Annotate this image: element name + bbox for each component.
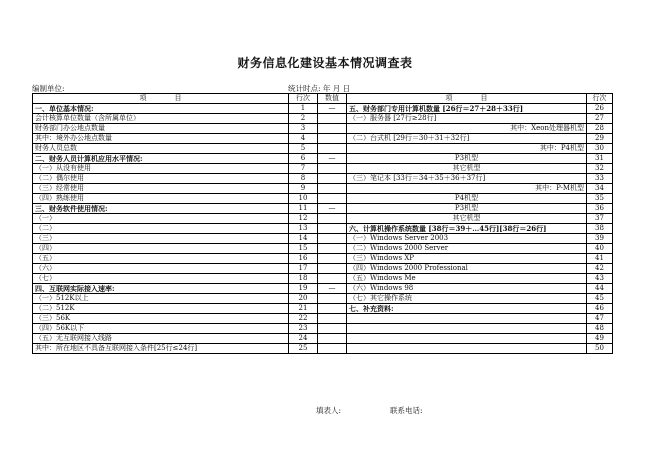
- right-item: 七、补充资料:: [347, 304, 587, 314]
- header-row: [33, 94, 613, 104]
- right-line: 46: [587, 304, 613, 314]
- header-left-line: 行次: [289, 94, 318, 104]
- table-row: [33, 194, 613, 204]
- left-line: 9: [289, 184, 318, 194]
- right-item: [347, 314, 587, 324]
- left-line: 22: [289, 314, 318, 324]
- right-line: 35: [587, 194, 613, 204]
- value-cell[interactable]: [318, 124, 347, 134]
- right-item: （七）其它操作系统: [347, 294, 587, 304]
- value-cell[interactable]: [318, 294, 347, 304]
- left-line: 15: [289, 244, 318, 254]
- right-line: 48: [587, 324, 613, 334]
- form-title: 财务信息化建设基本情况调查表: [237, 56, 413, 70]
- right-item: [347, 344, 587, 354]
- left-item: （一）: [33, 214, 289, 224]
- right-item: （三）笔记本 [33行＝34＋35＋36＋37行]: [347, 174, 587, 184]
- right-item: 其它机型: [347, 214, 587, 224]
- right-line: 39: [587, 234, 613, 244]
- left-item: 财务部门办公地点数量: [33, 124, 289, 134]
- table-row: [33, 294, 613, 304]
- left-line: 6: [289, 154, 318, 164]
- left-line: 20: [289, 294, 318, 304]
- left-line: 19: [289, 284, 318, 294]
- left-item: 二、财务人员计算机应用水平情况:: [33, 154, 289, 164]
- left-item: 财务人员总数: [33, 144, 289, 154]
- header-left-item: 项 目: [33, 94, 289, 104]
- left-line: 11: [289, 204, 318, 214]
- right-item: 五、财务部门专用计算机数量 [26行＝27＋28＋33行]: [347, 104, 587, 114]
- left-item: 会计核算单位数量（含所属单位）: [33, 114, 289, 124]
- left-line: 4: [289, 134, 318, 144]
- right-line: 30: [587, 144, 613, 154]
- left-item: （二）512K: [33, 304, 289, 314]
- right-line: 41: [587, 254, 613, 264]
- left-line: 1: [289, 104, 318, 114]
- value-cell[interactable]: [318, 224, 347, 234]
- table-row: [33, 334, 613, 344]
- value-cell[interactable]: [318, 214, 347, 224]
- right-line: 49: [587, 334, 613, 344]
- value-cell[interactable]: —: [318, 284, 347, 294]
- value-cell[interactable]: [318, 234, 347, 244]
- left-item: （四）: [33, 244, 289, 254]
- value-cell[interactable]: [318, 264, 347, 274]
- value-cell[interactable]: [318, 114, 347, 124]
- left-item: （三）: [33, 234, 289, 244]
- table-row: [33, 154, 613, 164]
- left-item: 三、财务软件使用情况:: [33, 204, 289, 214]
- left-item: （三）经常使用: [33, 184, 289, 194]
- value-cell[interactable]: [318, 184, 347, 194]
- right-item: P4机型: [347, 194, 587, 204]
- right-item: 其它机型: [347, 164, 587, 174]
- left-line: 23: [289, 324, 318, 334]
- table-row: [33, 344, 613, 354]
- right-item: P3机型: [347, 154, 587, 164]
- right-line: 29: [587, 134, 613, 144]
- table-row: [33, 104, 613, 114]
- left-line: 25: [289, 344, 318, 354]
- left-line: 10: [289, 194, 318, 204]
- left-item: 四、互联网实际接入速率:: [33, 284, 289, 294]
- left-line: 2: [289, 114, 318, 124]
- table-row: [33, 324, 613, 334]
- table-row: [33, 304, 613, 314]
- table-row: [33, 254, 613, 264]
- right-line: 34: [587, 184, 613, 194]
- left-item: （四）56K以下: [33, 324, 289, 334]
- right-item: （三）Windows XP: [347, 254, 587, 264]
- right-line: 33: [587, 174, 613, 184]
- left-line: 14: [289, 234, 318, 244]
- right-item: （二）Windows 2000 Server: [347, 244, 587, 254]
- survey-table: [32, 93, 613, 354]
- right-item: 其中：P4机型: [347, 144, 587, 154]
- right-item: （四）Windows 2000 Professional: [347, 264, 587, 274]
- left-line: 7: [289, 164, 318, 174]
- left-line: 5: [289, 144, 318, 154]
- value-cell[interactable]: [318, 174, 347, 184]
- right-line: 26: [587, 104, 613, 114]
- right-line: 31: [587, 154, 613, 164]
- right-line: 28: [587, 124, 613, 134]
- header-right-item: 项 目: [347, 94, 587, 104]
- right-item: （五）Windows Me: [347, 274, 587, 284]
- left-item: （七）: [33, 274, 289, 284]
- right-line: 43: [587, 274, 613, 284]
- filler-label: 填表人:: [316, 406, 342, 415]
- right-item: 六、计算机操作系统数量 [38行＝39＋…45行][38行＝26行]: [347, 224, 587, 234]
- header-right-line: 行次: [587, 94, 613, 104]
- left-line: 21: [289, 304, 318, 314]
- left-item: （一）512K以上: [33, 294, 289, 304]
- table-row: [33, 204, 613, 214]
- right-line: 36: [587, 204, 613, 214]
- value-cell[interactable]: [318, 314, 347, 324]
- value-cell[interactable]: [318, 144, 347, 154]
- table-row: [33, 224, 613, 234]
- value-cell[interactable]: [318, 334, 347, 344]
- table-row: [33, 274, 613, 284]
- right-line: 32: [587, 164, 613, 174]
- value-cell[interactable]: [318, 344, 347, 354]
- right-line: 44: [587, 284, 613, 294]
- value-cell[interactable]: [318, 254, 347, 264]
- left-item: （三）56K: [33, 314, 289, 324]
- right-item: （一）服务器 [27行≥28行]: [347, 114, 587, 124]
- value-cell[interactable]: [318, 194, 347, 204]
- table-row: [33, 134, 613, 144]
- table-row: [33, 184, 613, 194]
- value-cell[interactable]: —: [318, 154, 347, 164]
- right-line: 42: [587, 264, 613, 274]
- left-item: 其中：所在地区不具备互联网接入条件[25行≤24行]: [33, 344, 289, 354]
- left-item: 其中：境外办公地点数量: [33, 134, 289, 144]
- right-item: （一）Windows Server 2003: [347, 234, 587, 244]
- left-item: 一、单位基本情况:: [33, 104, 289, 114]
- left-item: （五）: [33, 254, 289, 264]
- table-row: [33, 244, 613, 254]
- right-item: [347, 334, 587, 344]
- value-cell[interactable]: [318, 134, 347, 144]
- left-item: （五）无互联网接入线路: [33, 334, 289, 344]
- left-line: 16: [289, 254, 318, 264]
- value-cell[interactable]: [318, 244, 347, 254]
- table-row: [33, 314, 613, 324]
- left-item: （一）从没有使用: [33, 164, 289, 174]
- table-row: [33, 124, 613, 134]
- right-line: 45: [587, 294, 613, 304]
- left-line: 18: [289, 274, 318, 284]
- right-line: 38: [587, 224, 613, 234]
- right-line: 37: [587, 214, 613, 224]
- table-row: [33, 214, 613, 224]
- value-cell[interactable]: —: [318, 204, 347, 214]
- time-label: 统计时点: 年 月 日: [288, 84, 351, 93]
- left-line: 8: [289, 174, 318, 184]
- right-line: 47: [587, 314, 613, 324]
- left-line: 17: [289, 264, 318, 274]
- right-item: （二）台式机 [29行＝30＋31＋32行]: [347, 134, 587, 144]
- value-cell[interactable]: [318, 324, 347, 334]
- table-row: [33, 264, 613, 274]
- left-item: （六）: [33, 264, 289, 274]
- value-cell[interactable]: [318, 274, 347, 284]
- right-line: 40: [587, 244, 613, 254]
- right-line: 27: [587, 114, 613, 124]
- right-item: [347, 324, 587, 334]
- left-item: （二）偶尔使用: [33, 174, 289, 184]
- left-line: 24: [289, 334, 318, 344]
- header-value: 数值: [318, 94, 347, 104]
- value-cell[interactable]: [318, 164, 347, 174]
- value-cell[interactable]: [318, 304, 347, 314]
- unit-label: 编制单位:: [32, 84, 65, 93]
- right-item: 其中：P-M机型: [347, 184, 587, 194]
- left-item: （二）: [33, 224, 289, 234]
- table-row: [33, 174, 613, 184]
- left-item: （四）熟练使用: [33, 194, 289, 204]
- right-item: 其中：Xeon处理器机型: [347, 124, 587, 134]
- table-row: [33, 144, 613, 154]
- value-cell[interactable]: —: [318, 104, 347, 114]
- right-line: 50: [587, 344, 613, 354]
- table-row: [33, 164, 613, 174]
- right-item: P3机型: [347, 204, 587, 214]
- right-item: （六）Windows 98: [347, 284, 587, 294]
- table-row: [33, 234, 613, 244]
- left-line: 12: [289, 214, 318, 224]
- phone-label: 联系电话:: [390, 406, 423, 415]
- table-row: [33, 114, 613, 124]
- table-row: [33, 284, 613, 294]
- left-line: 3: [289, 124, 318, 134]
- left-line: 13: [289, 224, 318, 234]
